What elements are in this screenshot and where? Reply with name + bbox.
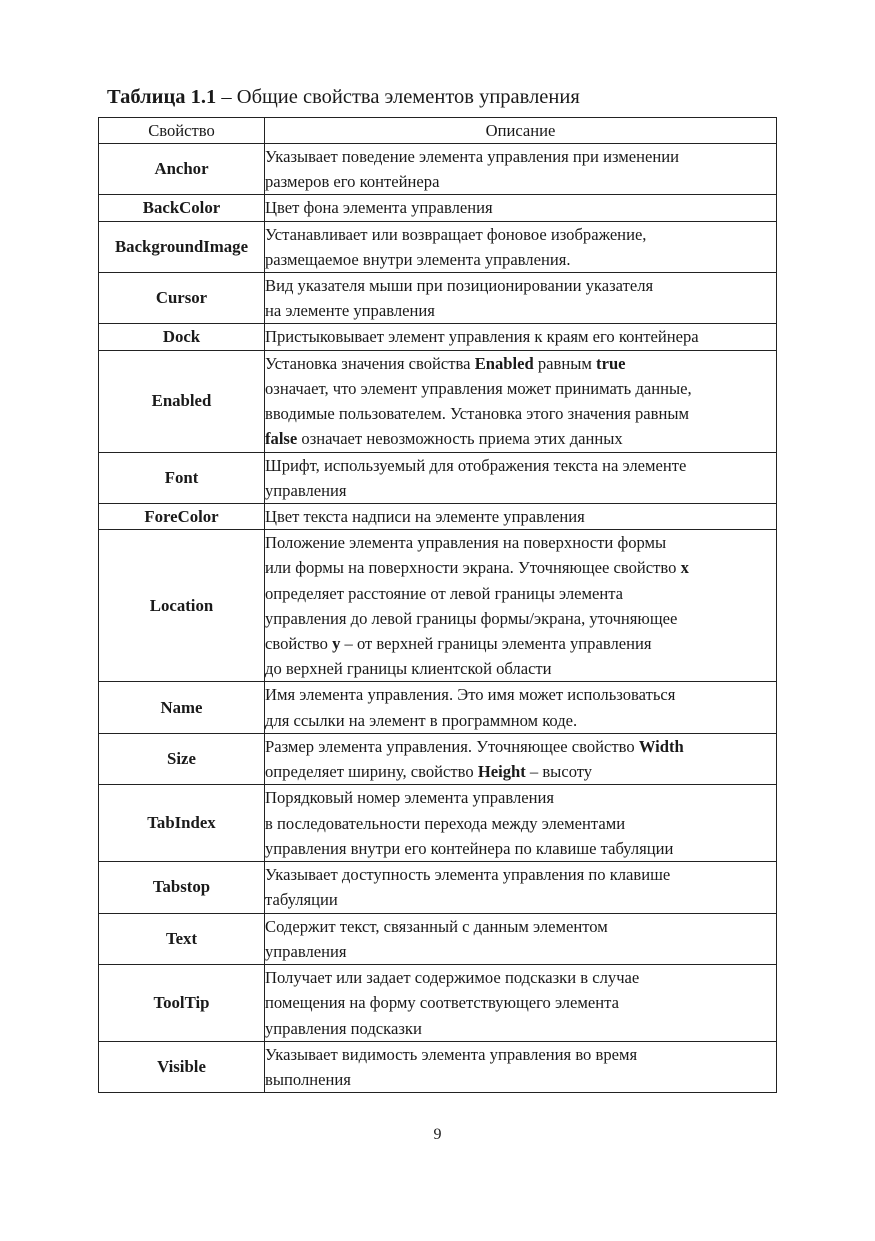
page-number: 9 — [433, 1126, 442, 1143]
description-line: Шрифт, используемый для отображения текста на элементе — [265, 455, 687, 475]
bold-term: Width — [638, 736, 684, 756]
description-line — [265, 631, 776, 656]
property-name-cell: BackgroundImage — [99, 221, 265, 272]
property-description-cell — [265, 350, 777, 452]
table-row — [99, 324, 777, 350]
description-line: Указывает видимость элемента управления во время — [265, 1045, 638, 1065]
property-name-cell: Dock — [99, 324, 265, 350]
table-caption-label: Таблица 1.1 — [107, 86, 217, 108]
description-line: для ссылки на элемент в программном коде. — [265, 710, 578, 730]
property-description-cell — [265, 913, 777, 964]
column-header-property: Свойство — [99, 118, 265, 144]
table-caption — [107, 84, 580, 110]
properties-table — [98, 117, 777, 1093]
description-line: управления — [265, 941, 347, 961]
property-description-cell — [265, 324, 777, 350]
description-line: Цвет текста надписи на элементе управления — [265, 507, 585, 527]
bold-term: y — [332, 634, 341, 654]
property-name-cell: ToolTip — [99, 965, 265, 1042]
table-row — [99, 195, 777, 221]
property-name-cell: BackColor — [99, 195, 265, 221]
table-row — [99, 965, 777, 1042]
table-row — [99, 144, 777, 195]
description-fragment: или формы на поверхности экрана. Уточняющее свойство — [265, 558, 681, 578]
description-line: Получает или задает содержимое подсказки в случае — [265, 968, 640, 988]
property-name-cell: Font — [99, 452, 265, 503]
property-name-cell: ForeColor — [99, 504, 265, 530]
property-name-cell: Name — [99, 682, 265, 733]
description-fragment: Установка значения свойства — [265, 353, 475, 373]
property-name-cell: TabIndex — [99, 785, 265, 862]
property-name-cell: Cursor — [99, 273, 265, 324]
property-name-cell: Visible — [99, 1042, 265, 1093]
description-fragment: означает невозможность приема этих данных — [297, 429, 623, 449]
description-fragment: свойство — [265, 634, 333, 654]
description-fragment: – от верхней границы элемента управления — [340, 634, 652, 654]
description-line: означает, что элемент управления может принимать данные, — [265, 378, 692, 398]
property-description-cell — [265, 965, 777, 1042]
property-description-cell — [265, 452, 777, 503]
table-body — [99, 144, 777, 1093]
table-row — [99, 504, 777, 530]
table-row — [99, 350, 777, 452]
description-line: помещения на форму соответствующего элемента — [265, 993, 619, 1013]
description-line: управления до левой границы формы/экрана, уточняющее — [265, 608, 678, 628]
description-line: определяет расстояние от левой границы элемента — [265, 583, 624, 603]
property-name-cell: Size — [99, 733, 265, 784]
bold-term: Enabled — [474, 353, 534, 373]
table-row — [99, 221, 777, 272]
description-line: Содержит текст, связанный с данным элементом — [265, 916, 608, 936]
description-line: Пристыковывает элемент управления к краям его контейнера — [265, 327, 699, 347]
table-row — [99, 530, 777, 682]
description-fragment: равным — [533, 353, 597, 373]
column-header-description: Описание — [265, 118, 777, 144]
table-row — [99, 682, 777, 733]
property-description-cell — [265, 785, 777, 862]
description-line: Имя элемента управления. Это имя может использоваться — [265, 685, 676, 705]
property-name-cell: Text — [99, 913, 265, 964]
bold-term: true — [596, 353, 626, 373]
bold-term: x — [680, 558, 689, 578]
description-line — [265, 426, 776, 451]
table-row — [99, 733, 777, 784]
description-line: управления подсказки — [265, 1018, 422, 1038]
description-line: размеров его контейнера — [265, 172, 440, 192]
description-line — [265, 555, 776, 580]
description-line — [265, 351, 776, 376]
description-line: Устанавливает или возвращает фоновое изображение, — [265, 224, 647, 244]
description-line: вводимые пользователем. Установка этого значения равным — [265, 404, 690, 424]
description-line: Вид указателя мыши при позиционировании указателя — [265, 276, 654, 296]
property-name-cell: Anchor — [99, 144, 265, 195]
property-description-cell — [265, 1042, 777, 1093]
table-row — [99, 452, 777, 503]
description-line: Цвет фона элемента управления — [265, 198, 493, 218]
table-row — [99, 862, 777, 913]
table-header-row — [99, 118, 777, 144]
description-line: выполнения — [265, 1070, 351, 1090]
description-line: управления внутри его контейнера по клавише табуляции — [265, 838, 674, 858]
property-name-cell: Tabstop — [99, 862, 265, 913]
description-line — [265, 759, 776, 784]
description-line: Положение элемента управления на поверхности формы — [265, 533, 667, 553]
property-description-cell — [265, 733, 777, 784]
description-line: табуляции — [265, 890, 338, 910]
property-description-cell — [265, 682, 777, 733]
description-fragment: определяет ширину, свойство — [265, 762, 478, 782]
table-caption-text: – Общие свойства элементов управления — [216, 86, 580, 108]
table-row — [99, 273, 777, 324]
description-line: Указывает поведение элемента управления при изменении — [265, 147, 680, 166]
description-line: в последовательности перехода между элементами — [265, 813, 626, 833]
description-line: Порядковый номер элемента управления — [265, 788, 555, 808]
property-description-cell — [265, 862, 777, 913]
property-description-cell — [265, 273, 777, 324]
description-line — [265, 734, 776, 759]
bold-term: Height — [477, 762, 526, 782]
description-line: управления — [265, 480, 347, 500]
description-line: на элементе управления — [265, 301, 435, 321]
description-line: до верхней границы клиентской области — [265, 659, 552, 679]
bold-term: false — [265, 429, 298, 449]
property-description-cell — [265, 504, 777, 530]
property-description-cell — [265, 195, 777, 221]
property-name-cell: Enabled — [99, 350, 265, 452]
property-description-cell — [265, 530, 777, 682]
description-fragment: – высоту — [525, 762, 593, 782]
table-row — [99, 913, 777, 964]
property-description-cell — [265, 221, 777, 272]
property-description-cell — [265, 144, 777, 195]
table-row — [99, 785, 777, 862]
table-row — [99, 1042, 777, 1093]
property-name-cell: Location — [99, 530, 265, 682]
description-fragment: Размер элемента управления. Уточняющее свойство — [265, 736, 639, 756]
description-line: Указывает доступность элемента управления по клавише — [265, 865, 671, 885]
description-line: размещаемое внутри элемента управления. — [265, 249, 571, 269]
